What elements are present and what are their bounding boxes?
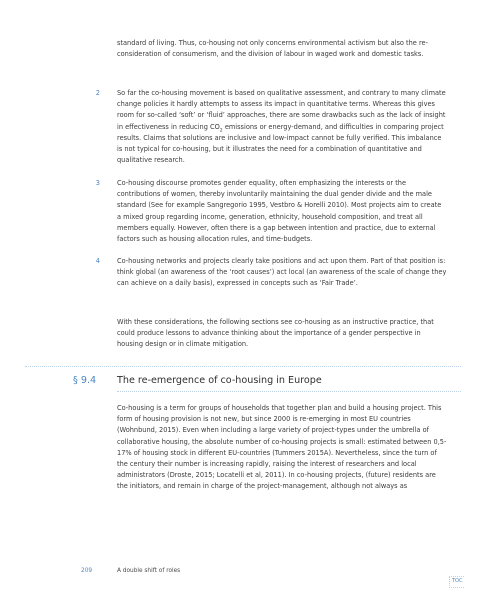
list-item-text-part: So far the co-housing movement is based on qualitative assessment, and contrary to many climate change policies it hardly attempts to assess its impact in quantitative terms. Whereas this gives room for so-called ‘soft’ or ‘fluid’ approaches, there are some drawbacks such as the lack of insight in effectiveness in reducing CO	[117, 89, 446, 131]
top-paragraph: standard of living. Thus, co-housing not only concerns environmental activism but also the re-consideration of consumerism, and the division of labour in waged work and domestic tasks.	[117, 39, 428, 59]
toc-link[interactable]: TOC	[452, 578, 463, 584]
list-item-4	[95, 256, 447, 290]
footer-running-title: A double shift of roles	[117, 568, 181, 574]
section-number: § 9.4	[73, 375, 97, 386]
list-item-text: Co-housing discourse promotes gender equality, often emphasizing the interests or the contributions of women, thereby involuntarily maintaining the dual gender divide and the male standard (See for example Sangregorio 1995, Vestbro & Horelli 2010). Most projects aim to create a mixed group regarding income, generation, ethnicity, household composition, and treat all members equally. However, often there is a gap between intention and practice, due to external factors such as housing allocation rules, and time-budgets.	[117, 179, 442, 244]
section-divider	[25, 366, 461, 367]
list-item-text-part: emissions or energy-demand, and difficulties in comparing project results. Claims that solutions are inclusive and low-impact cannot be fully verified. This imbalance is not typical for co-housing, but it illustrates the need for a combination of quantitative and qualitative research.	[117, 122, 444, 165]
co2-subscript: 2	[219, 127, 223, 133]
heading-underline	[117, 391, 461, 392]
list-item-text: Co-housing networks and projects clearly take positions and act upon them. Part of that position is: think global (an awareness of the ‘root causes’) act local (an awareness of the scale of change they can achieve on a daily basis), expressed in concepts such as ‘Fair Trade’.	[117, 257, 447, 288]
list-item-2	[95, 88, 447, 166]
list-item-3	[95, 178, 447, 245]
list-item-number: 3	[95, 179, 100, 187]
list-item-number: 2	[95, 89, 100, 97]
list-item-number: 4	[95, 257, 100, 265]
section-body: Co-housing is a term for groups of households that together plan and build a housing project. This form of housing provision is not new, but since 2000 is re-emerging in most EU countries (Wohnbund, 2015). Even when including a large variety of project-types under the umbrella of collaborative housing, the absolute number of co-housing projects is small: estimated between 0,5-17% of housing stock in different EU-countries (Tummers 2015A). Nevertheless, since the turn of the century their number is increasing rapidly, raising the interest of researchers and local administrators (Droste, 2015; Locatelli et al, 2011). In co-housing projects, (future) residents are the initiators, and remain in charge of the project-management, although not always as	[117, 404, 447, 491]
section-heading: The re-emergence of co-housing in Europe	[117, 375, 322, 386]
closing-paragraph: With these considerations, the following sections see co-housing as an instructive practice, that could produce lessons to advance thinking about the importance of a gender perspective in housing design or in climate mitigation.	[117, 318, 434, 349]
list-item-text	[117, 88, 447, 166]
footer-page-number: 209	[81, 568, 93, 574]
